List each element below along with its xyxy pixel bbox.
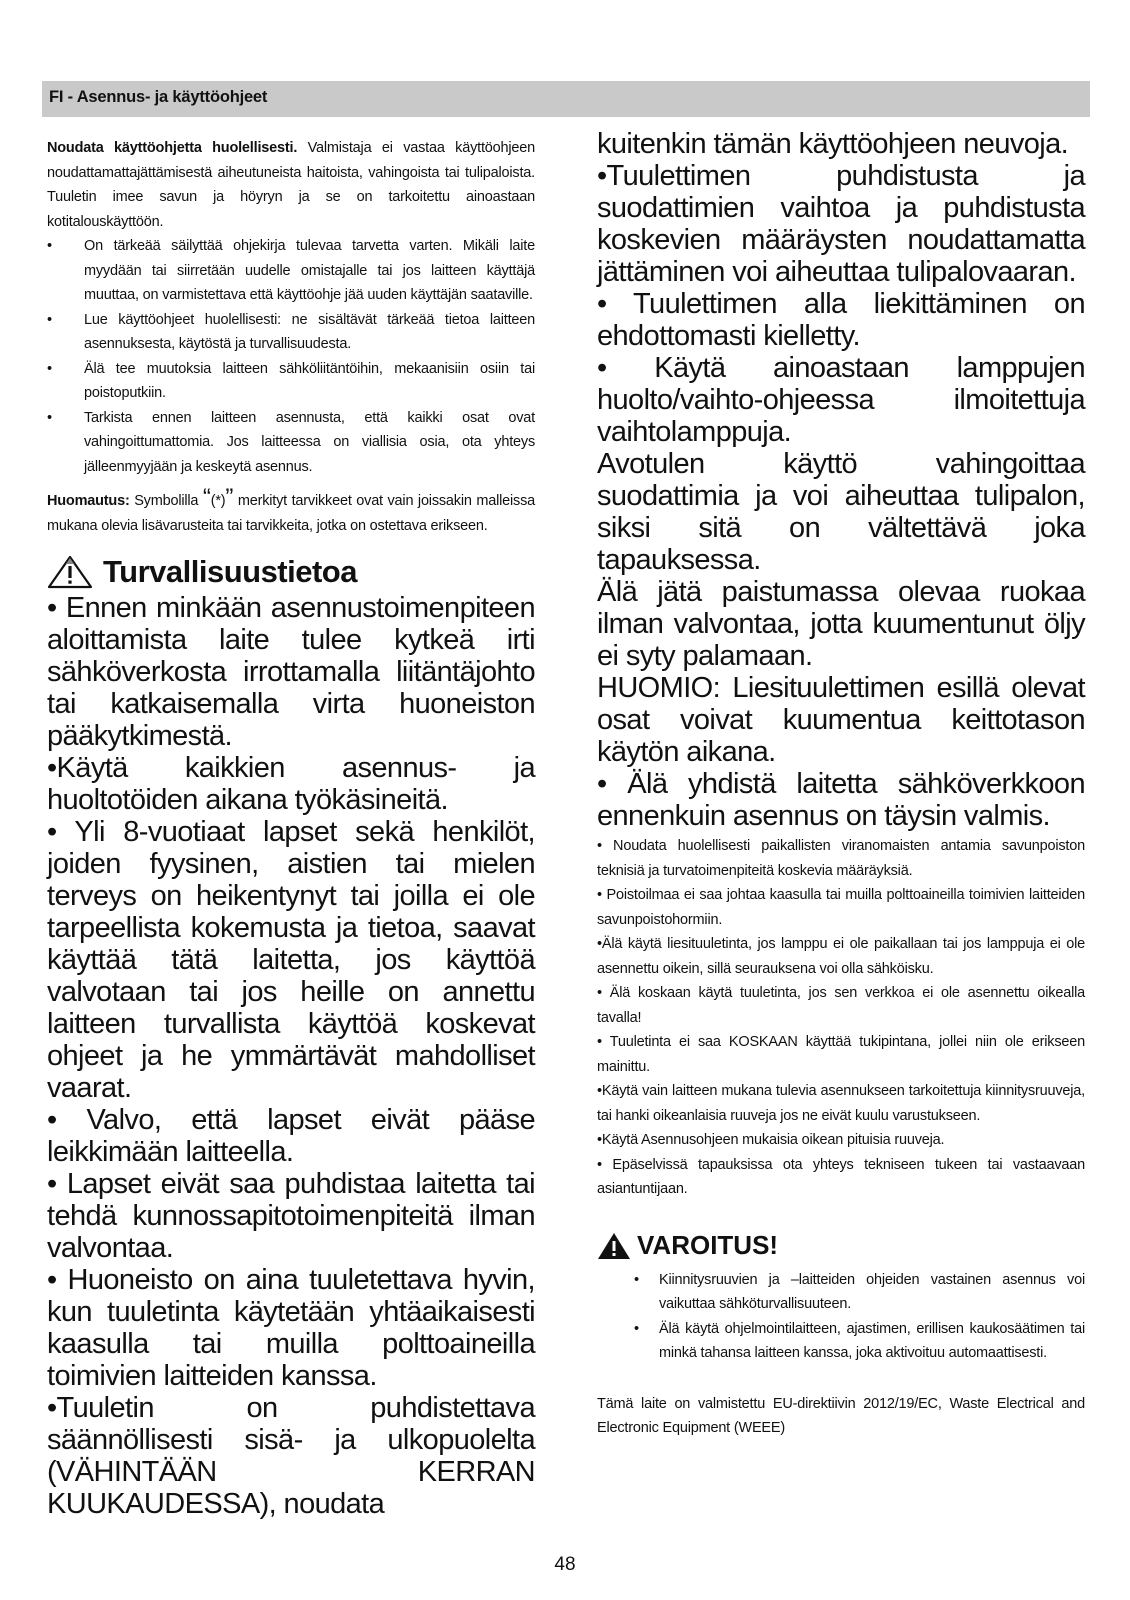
- safety-small-paragraph: • Tuuletinta ei saa KOSKAAN käyttää tukipintana, jollei niin ole erikseen mainittu.: [597, 1034, 1085, 1075]
- safety-paragraph: • Käytä ainoastaan lamppujen huolto/vaihto-ohjeessa ilmoitettuja vaihtolamppuja.: [597, 352, 1085, 448]
- note-quote-open: “: [202, 484, 211, 511]
- intro-paragraph: [47, 136, 535, 234]
- list-item: • Älä käytä ohjelmointilaitteen, ajastimen, erillisen kaukosäätimen tai minkä tahansa laitteen kanssa, joka aktivoituu automaattisesti.: [597, 1317, 1085, 1366]
- safety-paragraph: •Tuulettimen puhdistusta ja suodattimien vaihtoa ja puhdistusta koskevien määräysten noudattamatta jättäminen voi aiheuttaa tulipalovaaran.: [597, 160, 1085, 288]
- safety-small-paragraph: •Käytä vain laitteen mukana tulevia asennukseen tarkoitettuja kiinnitysruuveja, tai hanki oikeanlaisia ruuveja jos ne eivät kuulu varustukseen.: [597, 1083, 1085, 1124]
- safety-paragraph: • Ennen minkään asennustoimenpiteen aloittamista laite tulee kytkeä irti sähköverkosta irrottamalla liitäntäjohto tai katkaisemalla virta huoneiston pääkytkimestä.: [47, 592, 535, 752]
- note-quote-close: ”: [225, 484, 234, 511]
- safety-small-paragraph: •Käytä Asennusohjeen mukaisia oikean pituisia ruuveja.: [597, 1132, 945, 1148]
- warning-list: [597, 1268, 1085, 1366]
- warning-triangle-filled-icon: [597, 1232, 631, 1260]
- note-text-after: merkityt tarvikkeet ovat vain joissakin malleissa mukana olevia lisävarusteita tai tarvikkeita, jotka on ostettava erikseen.: [47, 493, 535, 534]
- safety-paragraph: • Älä yhdistä laitetta sähköverkkoon ennenkuin asennus on täysin valmis.: [597, 768, 1085, 832]
- page-number: 48: [554, 1554, 576, 1575]
- safety-small-paragraph: • Epäselvissä tapauksissa ota yhteys tekniseen tukeen tai vastaavaan asiantuntijaan.: [597, 1156, 1085, 1197]
- safety-paragraph: Älä jätä paistumassa olevaa ruokaa ilman valvontaa, jotta kuumentunut öljy ei syty palamaan.: [597, 576, 1085, 672]
- list-item: • Kiinnitysruuvien ja –laitteiden ohjeiden vastainen asennus voi vaikuttaa sähköturvallisuuteen.: [597, 1268, 1085, 1317]
- left-column: [47, 136, 535, 1520]
- section-header: [42, 81, 1090, 117]
- safety-paragraph: HUOMIO: Liesituulettimen esillä olevat osat voivat kuumentua keittotason käytön aikana.: [597, 672, 1085, 768]
- safety-right-small-text: [597, 834, 1085, 1202]
- note-symbol: (*): [210, 493, 226, 509]
- note-label: Huomautus:: [47, 493, 130, 509]
- safety-paragraph: • Lapset eivät saa puhdistaa laitetta tai tehdä kunnossapitotoimenpiteitä ilman valvontaa.: [47, 1168, 535, 1264]
- list-item: • Tarkista ennen laitteen asennusta, että kaikki osat ovat vahingoittumattomia. Jos laitteessa on viallisia osia, ota yhteys jälleenmyyjään ja keskeytä asennus.: [47, 406, 535, 480]
- weee-directive-text: Tämä laite on valmistettu EU-direktiivin 2012/19/EC, Waste Electrical and Electronic Equipment (WEEE): [597, 1395, 1085, 1436]
- right-column: [597, 128, 1085, 1441]
- intro-lead: Noudata käyttöohjetta huolellisesti.: [47, 140, 298, 156]
- intro-text: Valmistaja ei vastaa käyttöohjeen noudattamattajättämisestä aiheutuneista haitoista, vahingoista tai tulipaloista. Tuuletin imee savun ja höyryn ja se on tarkoitettu ainoastaan kotitalouskäyttöön.: [47, 140, 536, 230]
- note-paragraph: [47, 484, 535, 538]
- warning-triangle-outline-icon: [47, 555, 93, 589]
- safety-left-text: [47, 592, 535, 1520]
- intro-bullet-list: [47, 234, 535, 479]
- safety-paragraph: •Tuuletin on puhdistettava säännöllisesti sisä- ja ulkopuolelta (VÄHINTÄÄN KERRAN KUUKAUDESSA), noudata: [47, 1392, 535, 1520]
- safety-small-paragraph: • Älä koskaan käytä tuuletinta, jos sen verkkoa ei ole asennettu oikealla tavalla!: [597, 985, 1085, 1026]
- safety-paragraph: kuitenkin tämän käyttöohjeen neuvoja.: [597, 128, 1069, 160]
- safety-right-text: [597, 128, 1085, 832]
- list-item: • Lue käyttöohjeet huolellisesti: ne sisältävät tärkeää tietoa laitteen asennuksesta, käytöstä ja turvallisuudesta.: [47, 308, 535, 357]
- note-text-before: Symbolilla: [129, 493, 203, 509]
- warning-heading: [597, 1228, 1085, 1264]
- safety-paragraph: Avotulen käyttö vahingoittaa suodattimia ja voi aiheuttaa tulipalon, siksi sitä on vältettävä joka tapauksessa.: [597, 448, 1085, 576]
- safety-small-paragraph: • Noudata huolellisesti paikallisten viranomaisten antamia savunpoiston teknisiä ja turvatoimenpiteitä koskevia määräyksiä.: [597, 838, 1085, 879]
- safety-small-paragraph: •Älä käytä liesituuletinta, jos lamppu ei ole paikallaan tai jos lamppuja ei ole asennettu oikein, sillä seurauksena voi olla sähköisku.: [597, 936, 1085, 977]
- safety-small-paragraph: • Poistoilmaa ei saa johtaa kaasulla tai muilla polttoaineilla toimivien laitteiden savunpoistohormiin.: [597, 887, 1085, 928]
- warning-title: VAROITUS!: [637, 1230, 779, 1260]
- safety-paragraph: • Tuulettimen alla liekittäminen on ehdottomasti kielletty.: [597, 288, 1085, 352]
- safety-paragraph: •Käytä kaikkien asennus- ja huoltotöiden aikana työkäsineitä.: [47, 752, 535, 816]
- header-title: FI - Asennus- ja käyttöohjeet: [49, 88, 268, 106]
- safety-paragraph: • Valvo, että lapset eivät pääse leikkimään laitteella.: [47, 1104, 535, 1168]
- safety-paragraph: • Huoneisto on aina tuuletettava hyvin, kun tuuletinta käytetään yhtäaikaisesti kaasulla tai muilla polttoaineilla toimivien laitteiden kanssa.: [47, 1264, 535, 1392]
- safety-title: Turvallisuustietoa: [103, 554, 357, 589]
- list-item: • Älä tee muutoksia laitteen sähköliitäntöihin, mekaanisiin osiin tai poistoputkiin.: [47, 357, 535, 406]
- safety-paragraph: • Yli 8-vuotiaat lapset sekä henkilöt, joiden fyysinen, aistien tai mielen terveys on heikentynyt tai joilla ei ole tarpeellista kokemusta ja tietoa, saavat käyttää tätä laitetta, jos käyttöä valvotaan tai jos heille on annettu laitteen turvallista käyttöä koskevat ohjeet ja he ymmärtävät mahdolliset vaarat.: [47, 816, 535, 1104]
- safety-heading: [47, 550, 535, 594]
- list-item: • On tärkeää säilyttää ohjekirja tulevaa tarvetta varten. Mikäli laite myydään tai siirretään uudelle omistajalle tai jos laitteen käyttäjä muuttaa, on varmistettava että käyttöohje jää uuden käyttäjän saataville.: [47, 234, 535, 308]
